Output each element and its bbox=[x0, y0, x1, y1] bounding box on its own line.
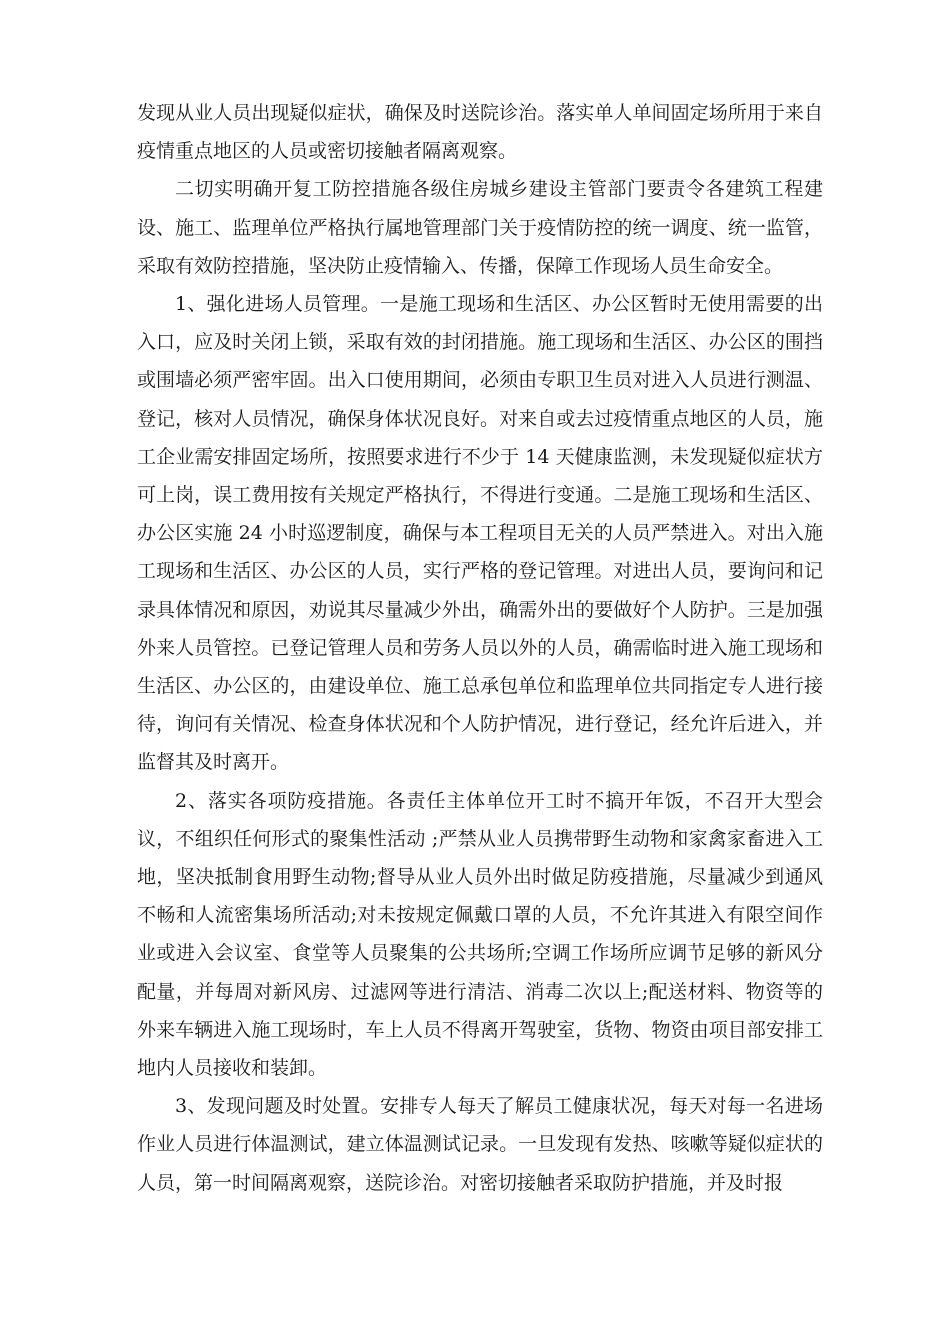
paragraph-item-2: 2、落实各项防疫措施。各责任主体单位开工时不搞开年饭，不召开大型会议，不组织任何形式的聚集性活动 ;严禁从业人员携带野生动物和家禽家畜进入工地，坚决抵制食用野生动物;督导从业人员外出时做足防疫措施，尽量减少到通风不畅和人流密集场所活动;对未按规定佩戴口罩的人员，不允许其进入有限空间作业或进入会议室、食堂等人员聚集的公共场所;空调工作场所应调节足够的新风分配量，并每周对新风房、过滤网等进行清洁、消毒二次以上;配送材料、物资等的外来车辆进入施工现场时，车上人员不得离开驾驶室，货物、物资由项目部安排工地内人员接收和装卸。 bbox=[137, 789, 823, 1080]
paragraph-continuation: 发现从业人员出现疑似症状，确保及时送院诊治。落实单人单间固定场所用于来自疫情重点地区的人员或密切接触者隔离观察。 bbox=[137, 102, 823, 163]
paragraph-section-two: 二切实明确开复工防控措施各级住房城乡建设主管部门要责令各建筑工程建设、施工、监理单位严格执行属地管理部门关于疫情防控的统一调度、统一监管，采取有效防控措施，坚决防止疫情输入、传播，保障工作现场人员生命安全。 bbox=[137, 178, 823, 277]
document-body bbox=[137, 94, 823, 1202]
paragraph-item-3: 3、发现问题及时处置。安排专人每天了解员工健康状况，每天对每一名进场作业人员进行体温测试，建立体温测试记录。一旦发现有发热、咳嗽等疑似症状的人员，第一时间隔离观察，送院诊治。对密切接触者采取防护措施，并及时报 bbox=[137, 1095, 823, 1194]
paragraph-item-1: 1、强化进场人员管理。一是施工现场和生活区、办公区暂时无使用需要的出入口，应及时关闭上锁，采取有效的封闭措施。施工现场和生活区、办公区的围挡或围墙必须严密牢固。出入口使用期间，必须由专职卫生员对进入人员进行测温、登记，核对人员情况，确保身体状况良好。对来自或去过疫情重点地区的人员，施工企业需安排固定场所，按照要求进行不少于 14 天健康监测，未发现疑似症状方可上岗，误工费用按有关规定严格执行，不得进行变通。二是施工现场和生活区、办公区实施 24 小时巡逻制度，确保与本工程项目无关的人员严禁进入。对出入施工现场和生活区、办公区的人员，实行严格的登记管理。对进出人员，要询问和记录具体情况和原因，劝说其尽量减少外出，确需外出的要做好个人防护。三是加强外来人员管控。已登记管理人员和劳务人员以外的人员，确需临时进入施工现场和生活区、办公区的，由建设单位、施工总承包单位和监理单位共同指定专人进行接待，询问有关情况、检查身体状况和个人防护情况，进行登记，经允许后进入，并监督其及时离开。 bbox=[137, 293, 823, 774]
